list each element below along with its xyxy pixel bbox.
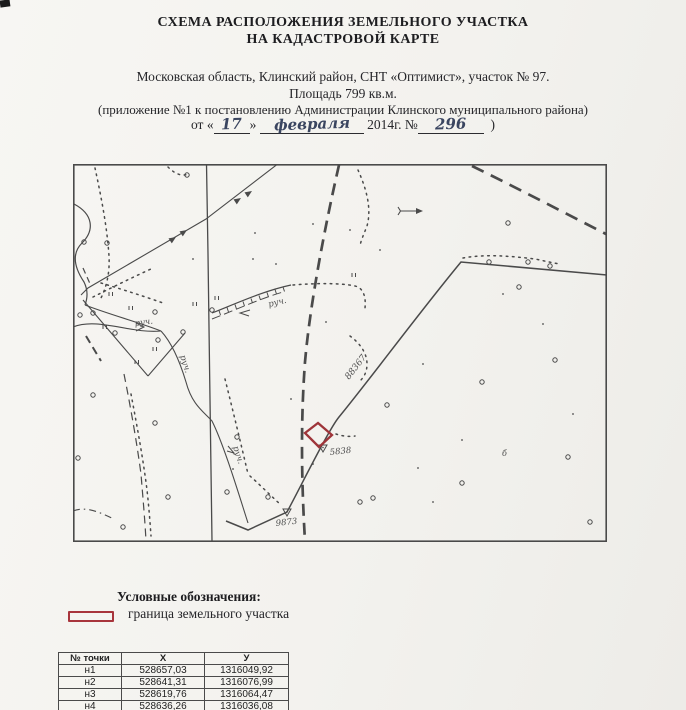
table-row xyxy=(59,665,289,677)
cell-x: 528619,76 xyxy=(122,689,205,701)
cadastral-quarter-number: 88367 xyxy=(343,353,369,382)
benchmark-label-2: 9873 xyxy=(275,516,298,529)
cell-y: 1316064,47 xyxy=(205,689,289,701)
power-line-marks xyxy=(169,191,253,243)
cell-y: 1316076,99 xyxy=(205,677,289,689)
dash-segment xyxy=(86,336,101,361)
cell-y: 1316036,08 xyxy=(205,701,289,710)
stream-label-4: руч. xyxy=(230,444,246,466)
table-row xyxy=(59,677,289,689)
handwritten-number: 296 xyxy=(434,114,467,134)
path-dashed-southwest xyxy=(124,374,146,541)
table-row xyxy=(59,701,289,710)
benchmark-label-1: 5838 xyxy=(329,445,352,458)
path-dashdot xyxy=(73,509,114,519)
annex-line: (приложение №1 к постановлению Администрации Клинского муниципального района) xyxy=(97,102,589,117)
date-line xyxy=(0,113,686,135)
cell-x: 528636,26 xyxy=(122,701,205,710)
map-specks xyxy=(192,223,574,503)
cadastral-map xyxy=(73,164,607,542)
direction-arrow-symbol xyxy=(398,207,423,215)
location-line: Московская область, Клинский район, СНТ «Оптимист», участок № 97. xyxy=(136,69,550,84)
stream-label-1: руч. xyxy=(134,316,154,329)
date-day-blank xyxy=(214,114,250,134)
stream-south xyxy=(161,331,248,523)
stream-scurve xyxy=(74,204,90,305)
gully-lines xyxy=(83,300,185,376)
document-title-line1: СХЕМА РАСПОЛОЖЕНИЯ ЗЕМЕЛЬНОГО УЧАСТКА xyxy=(157,15,529,30)
stream-flow-arrow-east xyxy=(240,310,250,316)
coordinates-table xyxy=(58,652,289,710)
handwritten-month: февраля xyxy=(273,113,351,135)
stream-label-3: руч. xyxy=(267,295,288,310)
cell-y: 1316049,92 xyxy=(205,665,289,677)
legend-plot-boundary-symbol xyxy=(68,611,114,622)
cell-point: н4 xyxy=(59,701,122,710)
date-month-blank xyxy=(260,113,364,135)
scan-corner-artifact xyxy=(0,0,10,8)
cell-x: 528657,03 xyxy=(122,665,205,677)
date-year: 2014г. № xyxy=(367,117,418,132)
road-line xyxy=(207,164,213,541)
col-header-x: X xyxy=(122,653,205,665)
tree-letter-label: б xyxy=(502,449,507,458)
table-row xyxy=(59,689,289,701)
legend-item-label: граница земельного участка xyxy=(128,606,290,621)
area-line: Площадь 799 кв.м. xyxy=(289,86,397,101)
col-header-point: № точки xyxy=(59,653,122,665)
document-title-line2: НА КАДАСТРОВОЙ КАРТЕ xyxy=(246,32,440,47)
boundary-dashed-main xyxy=(302,165,339,541)
table-header-row xyxy=(59,653,289,665)
date-quote: » xyxy=(249,117,257,132)
cell-point: н1 xyxy=(59,665,122,677)
cell-x: 528641,31 xyxy=(122,677,205,689)
power-line xyxy=(81,164,279,295)
col-header-y: У xyxy=(205,653,289,665)
date-suffix: ) xyxy=(490,117,495,132)
handwritten-day: 17 xyxy=(220,114,243,134)
cell-point: н3 xyxy=(59,689,122,701)
cell-point: н2 xyxy=(59,677,122,689)
date-prefix: от « xyxy=(190,117,214,132)
date-number-blank xyxy=(418,114,484,134)
map-frame xyxy=(74,165,606,541)
legend-title: Условные обозначения: xyxy=(117,589,261,604)
boundary-dashed-topright xyxy=(472,166,606,234)
cadastral-map-drawing xyxy=(73,164,607,542)
stream-label-2: руч. xyxy=(177,353,193,375)
